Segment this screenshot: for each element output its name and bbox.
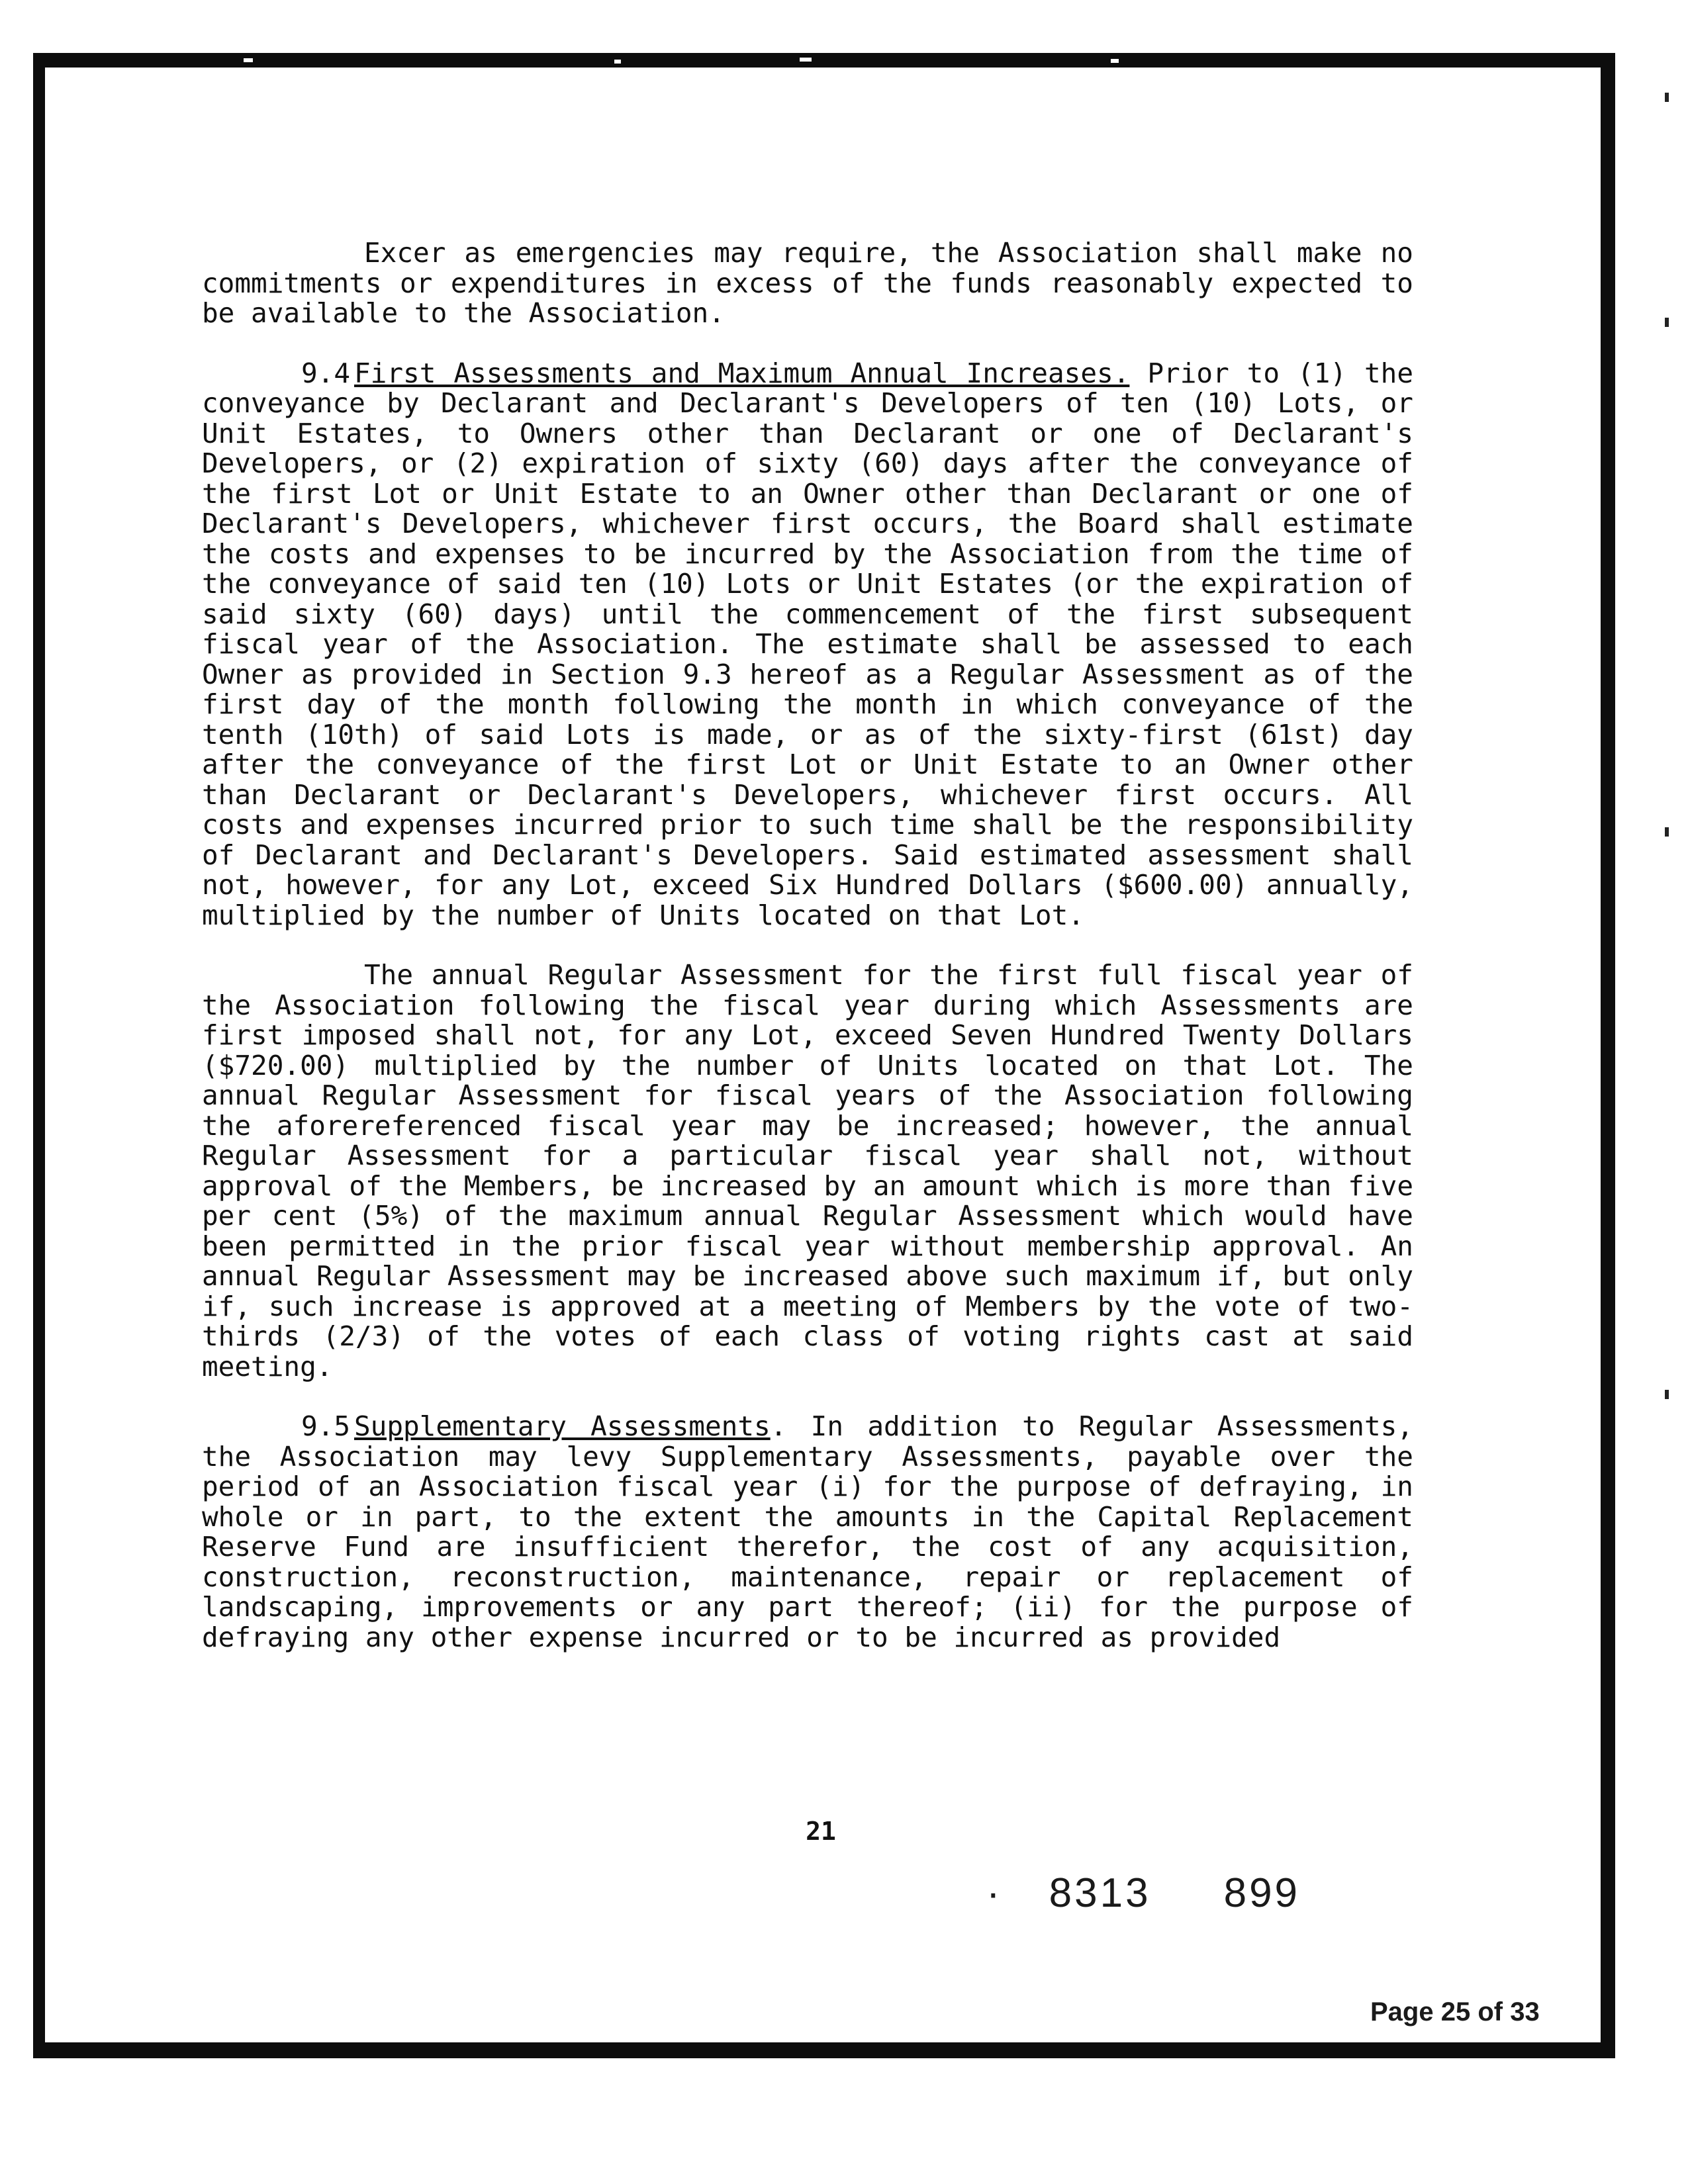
recording-page: 899 bbox=[1223, 1870, 1301, 1916]
margin-mark bbox=[1665, 1390, 1669, 1399]
border-speck bbox=[244, 58, 253, 62]
page-count-stamp: Page 25 of 33 bbox=[1370, 1997, 1540, 2026]
section-9-4-body: Prior to (1) the conveyance by Declarant and Declarant's Developers of ten (10) Lots, or Unit Estates, to Owners other than Declarant or one of Declarant's Developers, or (2) expiration of sixty (60) days after the conveyance of the first Lot or Unit Estate to an Owner other than Declarant or one of Declarant's Developers, whichever first occurs, the Board shall estimate the costs and expenses to be incurred by the Association from the time of the conveyance of said ten (10) Lots or Unit Estates (or the expiration of said sixty (60) days) until the commencement of the first subsequent fiscal year of the Association. The estimate shall be assessed to each Owner as provided in Section 9.3 hereof as a Regular Assessment as of the first day of the month following the month in which conveyance of the tenth (10th) of said Lots is made, or as of the sixty-first (61st) day after the conveyance of the first Lot or Unit Estate to an Owner other than Declarant or Declarant's Developers, whichever first occurs. All costs and expenses incurred prior to such time shall be the responsibility of Declarant and Declarant's Developers. Said estimated assessment shall not, however, for any Lot, exceed Six Hundred Dollars ($600.00) annually, multiplied by the number of Units located on that Lot. bbox=[202, 357, 1414, 931]
border-speck bbox=[614, 60, 621, 64]
page-number: 21 bbox=[806, 1817, 836, 1846]
section-9-5 bbox=[202, 1412, 1413, 1653]
section-9-5-title: Supplementary Assessments bbox=[354, 1410, 771, 1442]
section-9-5-number: 9.5 bbox=[301, 1410, 351, 1442]
recording-number bbox=[986, 1870, 1300, 1917]
document-body bbox=[202, 238, 1413, 1653]
border-speck bbox=[310, 2058, 320, 2062]
border-speck bbox=[800, 58, 812, 62]
paragraph-intro-text: Excer as emergencies may require, the Association shall make no commitments or expenditures in excess of the funds reasonably expected to be available to the Association. bbox=[202, 237, 1413, 329]
margin-mark bbox=[1665, 318, 1669, 327]
section-9-5-body: . In addition to Regular Assessments, the Association may levy Supplementary Assessments, payable over the period of an Association fiscal year (i) for the purpose of defraying, in whole or in part, to the extent the amounts in the Capital Replacement Reserve Fund are insufficient therefor, the cost of any acquisition, construction, reconstruction, maintenance, repair or replacement of landscaping, improvements or any part thereof; (ii) for the purpose of defraying any other expense incurred or to be incurred as provided bbox=[202, 1410, 1413, 1653]
paragraph-annual-text: The annual Regular Assessment for the first full fiscal year of the Association following the fiscal year during which Assessments are first imposed shall not, for any Lot, exceed Seven Hundred Twenty Dollars ($720.00) multiplied by the number of Units located on that Lot. The annual Regular Assessment for fiscal years of the Association following the aforereferenced fiscal year may be increased; however, the annual Regular Assessment for a particular fiscal year shall not, without approval of the Members, be increased by an amount which is more than five per cent (5%) of the maximum annual Regular Assessment which would have been permitted in the prior fiscal year without membership approval. An annual Regular Assessment may be increased above such maximum if, but only if, such increase is approved at a meeting of Members by the vote of two-thirds (2/3) of the votes of each class of voting rights cast at said meeting. bbox=[202, 959, 1413, 1383]
paragraph-annual-assessment bbox=[202, 960, 1413, 1382]
section-9-4-number: 9.4 bbox=[301, 357, 351, 389]
border-speck bbox=[906, 2060, 912, 2064]
border-speck bbox=[1111, 59, 1119, 63]
section-9-4 bbox=[202, 359, 1413, 931]
recording-book: 8313 bbox=[1049, 1870, 1151, 1916]
margin-mark bbox=[1665, 827, 1669, 837]
paragraph-intro bbox=[202, 238, 1413, 329]
margin-mark bbox=[1665, 93, 1669, 102]
recording-dot: · bbox=[986, 1870, 1003, 1916]
section-9-4-title: First Assessments and Maximum Annual Increases. bbox=[354, 357, 1130, 389]
